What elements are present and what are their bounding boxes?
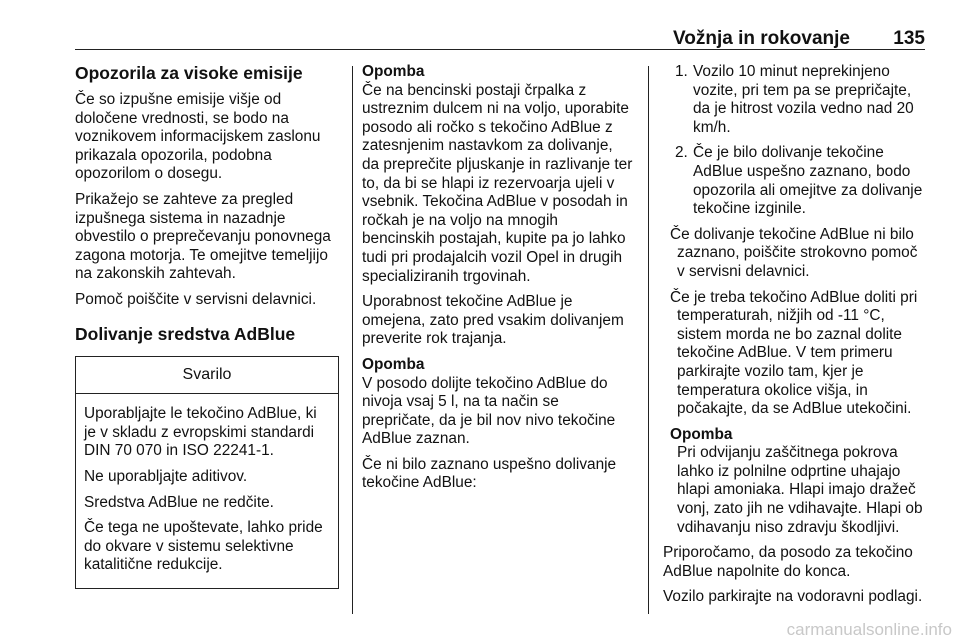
note-label: Opomba	[362, 63, 425, 80]
paragraph: Uporabnost tekočine AdBlue je omejena, zato pred vsakim dolivanjem preverite rok trajanja.	[362, 293, 624, 348]
paragraph: Če so izpušne emisije višje od določene vrednosti, se bodo na voznikovem informacijskem zaslonu prikazala opozorila, podobna opozorilom o dosegu.	[75, 91, 321, 183]
list-text: Vozilo 10 minut neprekinjeno vozite, pri tem pa se prepričajte, da je hitrost vozila vedno nad 20 km/h.	[693, 63, 914, 136]
note-label: Opomba	[670, 425, 733, 443]
note	[362, 63, 634, 286]
paragraph: Vozilo parkirajte na vodoravni podlagi.	[663, 588, 923, 606]
warning-paragraph: Če tega ne upoštevate, lahko pride do okvare v sistemu selektivne katalitične redukcije.	[84, 519, 323, 574]
paragraph: Če ni bilo zaznano uspešno dolivanje tekočine AdBlue:	[362, 455, 617, 492]
column-3	[663, 63, 927, 614]
page-header	[75, 28, 925, 50]
section-heading-emissions: Opozorila za visoke emisije	[75, 63, 303, 83]
column-2	[362, 63, 634, 500]
warning-body	[76, 394, 338, 588]
section-heading-adblue: Dolivanje sredstva AdBlue	[75, 323, 296, 344]
paragraph: Priporočamo, da posodo za tekočino AdBlue napolnite do konca.	[663, 544, 913, 580]
note	[362, 356, 634, 449]
paragraph: Če je treba tekočino AdBlue doliti pri temperaturah, nižjih od -11 °C, sistem morda ne bo zaznal dolite tekočine AdBlue. V tem primeru parkirajte vozilo tam, kjer je temperatura okolice višja, in počakajte, da se AdBlue utekočini.	[670, 288, 918, 418]
note-label: Opomba	[362, 355, 425, 373]
page-number: 135	[893, 28, 925, 49]
column-divider	[648, 66, 649, 614]
warning-box	[75, 356, 339, 589]
note	[670, 426, 927, 538]
watermark: carmanualsonline.info	[786, 620, 952, 639]
paragraph: Če dolivanje tekočine AdBlue ni bilo zaznano, poiščite strokovno pomoč v servisni delavnici.	[670, 225, 918, 280]
warning-title: Svarilo	[76, 357, 338, 395]
list-number: 1.	[675, 63, 688, 80]
paragraph: Prikažejo se zahteve za pregled izpušnega sistema in nazadnje obvestilo o preprečevanju ponovnega zagona motorja. Te omejitve temeljijo na zakonskih zahtevah.	[75, 190, 331, 283]
paragraph: Pomoč poiščite v servisni delavnici.	[75, 290, 317, 308]
list-item	[663, 144, 927, 218]
note-text: Pri odvijanju zaščitnega pokrova lahko iz polnilne odprtine uhajajo hlapi amoniaka. Hlapi imajo dražeč vonj, zato jih ne vdihavajte. Hlapi ob vdihavanju niso zdravju škodljivi.	[677, 444, 923, 536]
indented-block	[663, 226, 927, 538]
steps-list	[663, 63, 927, 219]
list-item	[663, 63, 927, 137]
header-rule	[75, 49, 925, 50]
list-number: 2.	[675, 144, 688, 162]
warning-paragraph: Uporabljajte le tekočino AdBlue, ki je v skladu z evropskimi standardi DIN 70 070 in ISO 22241-1.	[84, 405, 317, 460]
note-text: Če na bencinski postaji črpalka z ustreznim dulcem ni na voljo, uporabite posodo ali ročko s tekočino AdBlue z zatesnjenim nastavkom za dolivanje, da preprečite pljuskanje in razlivanje ter to, da bi se hlapi iz rezervoarja ujeli v vsebnik. Tekočina AdBlue v posodah in ročkah je na voljo na mnogih bencinskih postajah, kupite pa jo lahko tudi pri prodajalcih vozil Opel in drugih specializiranih trgovinah.	[362, 81, 633, 285]
warning-paragraph: Ne uporabljajte aditivov.	[84, 467, 248, 485]
warning-paragraph: Sredstva AdBlue ne redčite.	[84, 493, 274, 511]
list-text: Če je bilo dolivanje tekočine AdBlue uspešno zaznano, bodo opozorila ali omejitve za dolivanje tekočine izginile.	[693, 144, 923, 218]
column-divider	[352, 66, 353, 614]
column-1	[75, 63, 343, 589]
chapter-title: Vožnja in rokovanje	[672, 28, 850, 49]
note-text: V posodo dolijte tekočino AdBlue do nivoja vsaj 5 l, na ta način se prepričate, da je bil nov nivo tekočine AdBlue zaznan.	[362, 374, 616, 448]
